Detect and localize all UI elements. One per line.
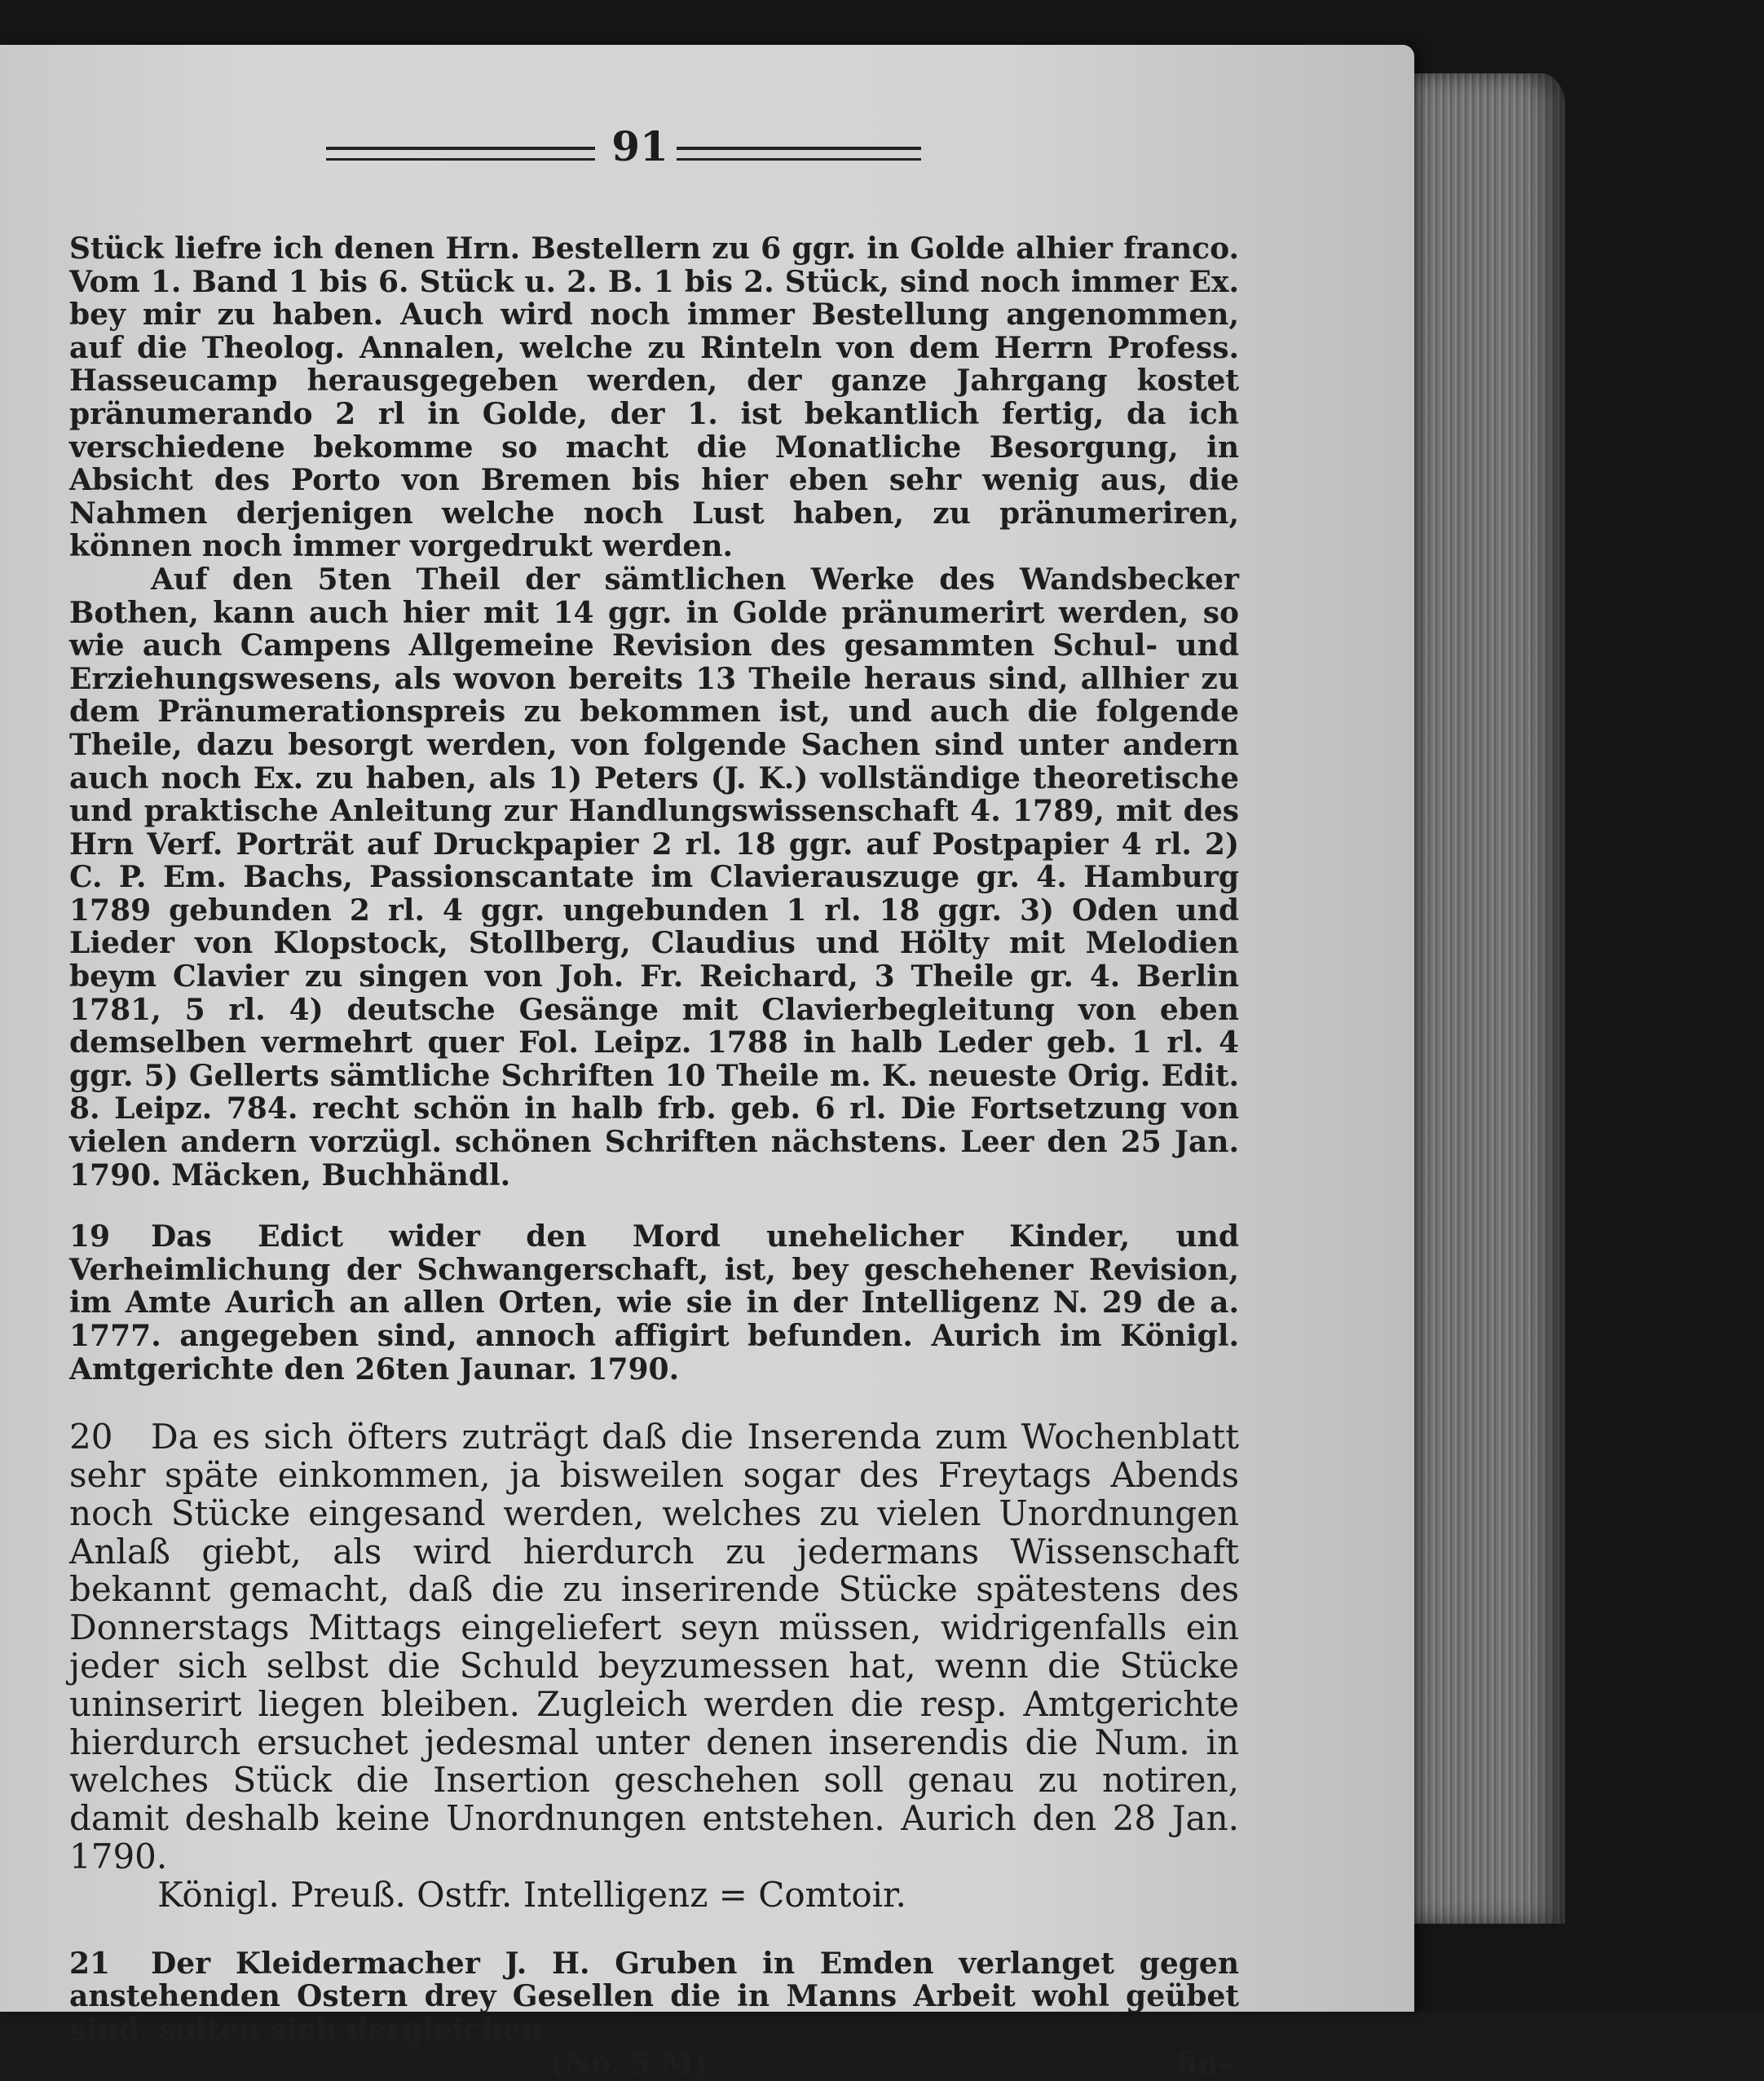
main-text: [69, 232, 1239, 2081]
entry-text: Da es sich öfters zuträgt daß die Inserenda zum Wochenblatt sehr späte einkommen, ja bisweilen sogar des Freytags Abends noch Stücke eingesand werden, welches zu vielen Unordnungen Anlaß giebt, als wird hierdurch zu jedermans Wissenschaft bekannt gemacht, daß die zu inserirende Stücke spätestens des Donnerstags Mittags eingeliefert seyn müssen, widrigenfalls ein jeder sich selbst die Schuld beyzumessen hat, wenn die Stücke uninserirt liegen bleiben. Zugleich werden die resp. Amtgerichte hierdurch ersuchet jedesmal unter denen inserendis die Num. in welches Stück die Insertion geschehen soll genau zu notiren, damit deshalb keine Unordnungen entstehen. Aurich den 28 Jan. 1790.: [69, 1417, 1239, 1876]
entry-text: Stück liefre ich denen Hrn. Bestellern zu 6 ggr. in Golde alhier franco. Vom 1. Band 1 bis 6. Stück u. 2. B. 1 bis 2. Stück, sind noch immer Ex. bey mir zu haben. Auch wird noch immer Bestellung angenommen, auf die Theolog. Annalen, welche zu Rinteln von dem Herrn Profess. Hasseucamp herausgegeben werden, der ganze Jahrgang kostet pränumerando 2 rl in Golde, der 1. ist bekantlich fertig, da ich verschiedene bekomme so macht die Monatliche Besorgung, in Absicht des Porto von Bremen bis hier eben sehr wenig aus, die Nahmen derjenigen welche noch Lust haben, zu pränumeriren, können noch immer vorgedrukt werden.: [69, 231, 1239, 564]
entry-continuation-2: [69, 563, 1239, 1192]
entry-signature: Königl. Preuß. Ostfr. Intelligenz = Comtoir.: [157, 1874, 906, 1915]
entry-text: Der Kleidermacher J. H. Gruben in Emden verlanget gegen anstehenden Ostern drey Gesellen die in Manns Arbeit wohl geübet sind, solten sich dergleichen: [69, 1946, 1239, 2047]
entry-text: Auf den 5ten Theil der sämtlichen Werke des Wandsbecker Bothen, kann auch hier mit 14 ggr. in Golde pränumerirt werden, so wie auch Campens Allgemeine Revision des gesammten Schul- und Erziehungswesens, als wovon bereits 13 Theile heraus sind, allhier zu dem Pränumerationspreis zu bekommen ist, und auch die folgende Theile, dazu besorgt werden, von folgende Sachen sind unter andern auch noch Ex. zu haben, als 1) Peters (J. K.) vollständige theoretische und praktische Anleitung zur Handlungswissenschaft 4. 1789, mit des Hrn Verf. Porträt auf Druckpapier 2 rl. 18 ggr. auf Postpapier 4 rl. 2) C. P. Em. Bachs, Passionscantate im Clavierauszuge gr. 4. Hamburg 1789 gebunden 2 rl. 4 ggr. ungebunden 1 rl. 18 ggr. 3) Oden und Lieder von Klopstock, Stollberg, Claudius und Hölty mit Melodien beym Clavier zu singen von Joh. Fr. Reichard, 3 Theile gr. 4. Berlin 1781, 5 rl. 4) deutsche Gesänge mit Clavierbegleitung von eben demselben vermehrt quer Fol. Leipz. 1788 in halb Leder geb. 1 rl. 4 ggr. 5) Gellerts sämtliche Schriften 10 Theile m. K. neueste Orig. Edit. 8. Leipz. 784. recht schön in halb frb. geb. 6 rl. Die Fortsetzung von vielen andern vorzügl. schönen Schriften nächstens. Leer den 25 Jan. 1790.: [69, 562, 1239, 1193]
page-number: 91: [611, 122, 668, 170]
running-head: [326, 122, 937, 179]
entry-20: [69, 1418, 1239, 1876]
document-page: [0, 45, 1414, 2081]
head-rule-left: [326, 147, 595, 161]
entry-21: [69, 1947, 1239, 2047]
signature-mark: (No. 5 M): [550, 2047, 708, 2081]
head-rule-right: [677, 147, 921, 161]
catchword: fin-: [1175, 2047, 1231, 2081]
entry-number: 19: [69, 1219, 111, 1254]
entry-signature: Mäcken, Buchhändl.: [171, 1157, 511, 1193]
entry-continuation: [69, 232, 1239, 563]
entry-text: Das Edict wider den Mord unehelicher Kinder, und Verheimlichung der Schwangerschaft, ist, bey geschehener Revision, im Amte Aurich an allen Orten, wie sie in der Intelligenz N. 29 de a. 1777. angegeben sind, annoch affigirt befunden. Aurich im Königl. Amtgerichte den 26ten Jaunar. 1790.: [69, 1219, 1239, 1387]
book-page-edges: [1402, 73, 1565, 1924]
entry-number: 20: [69, 1417, 113, 1457]
page-footer: [69, 2048, 1239, 2081]
entry-number: 21: [69, 1946, 111, 1981]
entry-19: [69, 1220, 1239, 1386]
